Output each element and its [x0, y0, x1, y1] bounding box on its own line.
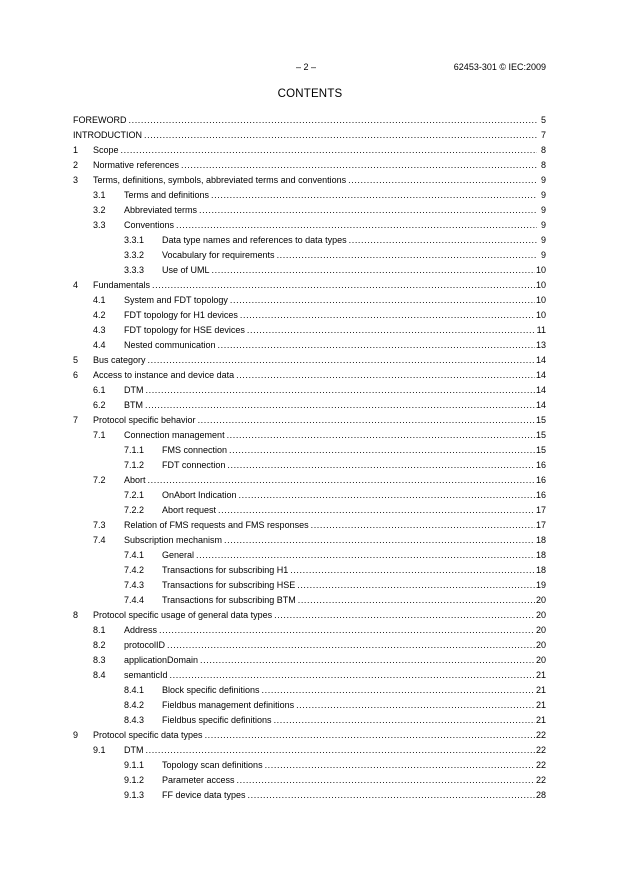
toc-entry[interactable] [73, 593, 546, 608]
toc-entry-page: 14 [535, 370, 546, 380]
toc-entry[interactable] [73, 338, 546, 353]
toc-entry-page: 17 [535, 505, 546, 515]
toc-entry-title: Use of UML [162, 263, 211, 278]
toc-entry-number: 7.4.4 [124, 595, 145, 605]
toc-entry-number: 7.1 [93, 430, 106, 440]
toc-entry-number: 9.1.2 [124, 775, 145, 785]
toc-entry-page: 14 [535, 355, 546, 365]
toc-entry-number: 8.3 [93, 655, 106, 665]
toc-entry[interactable] [73, 158, 546, 173]
toc-entry[interactable] [73, 563, 546, 578]
toc-entry-title: System and FDT topology [124, 293, 229, 308]
toc-entry-title: Subscription mechanism [124, 533, 223, 548]
toc-entry-title: Normative references [93, 158, 180, 173]
toc-entry-number: 4.4 [93, 340, 106, 350]
toc-entry[interactable] [73, 128, 546, 143]
dot-leader [227, 458, 535, 473]
toc-entry-number: 9.1 [93, 745, 106, 755]
toc-entry[interactable] [73, 308, 546, 323]
toc-entry-title: Protocol specific behavior [93, 413, 197, 428]
toc-entry[interactable] [73, 203, 546, 218]
toc-entry-number: 7 [73, 415, 79, 425]
toc-entry-number: 9.1.1 [124, 760, 145, 770]
toc-entry-page: 14 [535, 385, 546, 395]
toc-entry[interactable] [73, 773, 546, 788]
toc-entry-title: DTM [124, 383, 145, 398]
toc-entry[interactable] [73, 218, 546, 233]
toc-entry-title: Block specific definitions [162, 683, 261, 698]
dot-leader [277, 248, 537, 263]
dot-leader [247, 323, 536, 338]
toc-entry-title: Fieldbus management definitions [162, 698, 295, 713]
toc-entry-title: Abort [124, 473, 147, 488]
toc-entry-page: 18 [535, 565, 546, 575]
dot-leader [121, 143, 537, 158]
dot-leader [224, 533, 535, 548]
toc-entry[interactable] [73, 278, 546, 293]
toc-entry[interactable] [73, 698, 546, 713]
toc-entry-page: 28 [535, 790, 546, 800]
toc-entry[interactable] [73, 428, 546, 443]
toc-entry[interactable] [73, 368, 546, 383]
toc-entry-number: 3.3.2 [124, 250, 145, 260]
toc-entry-title: Transactions for subscribing BTM [162, 593, 297, 608]
toc-entry[interactable] [73, 713, 546, 728]
toc-entry-title: Vocabulary for requirements [162, 248, 276, 263]
toc-entry-number: 4.1 [93, 295, 106, 305]
toc-entry-number: 9 [73, 730, 79, 740]
toc-entry-number: 8.2 [93, 640, 106, 650]
dot-leader [176, 218, 537, 233]
toc-entry[interactable] [73, 398, 546, 413]
toc-entry-page: 20 [535, 655, 546, 665]
toc-entry[interactable] [73, 653, 546, 668]
toc-entry[interactable] [73, 173, 546, 188]
toc-entry-title: INTRODUCTION [73, 128, 143, 143]
dot-leader [248, 788, 535, 803]
toc-entry-number: 7.1.2 [124, 460, 145, 470]
toc-entry-title: Protocol specific usage of general data types [93, 608, 273, 623]
toc-entry-number: 7.3 [93, 520, 106, 530]
toc-entry-page: 9 [540, 220, 546, 230]
toc-entry-page: 10 [535, 310, 546, 320]
toc-entry-title: Data type names and references to data types [162, 233, 348, 248]
toc-entry-title: Fundamentals [93, 278, 151, 293]
toc-entry-page: 16 [535, 490, 546, 500]
toc-entry-number: 7.2 [93, 475, 106, 485]
dot-leader [227, 428, 535, 443]
dot-leader [298, 593, 535, 608]
toc-entry-page: 9 [540, 235, 546, 245]
toc-entry-number: 4.2 [93, 310, 106, 320]
toc-entry-title: Abbreviated terms [124, 203, 198, 218]
toc-entry[interactable] [73, 443, 546, 458]
toc-entry-page: 16 [535, 475, 546, 485]
toc-entry[interactable] [73, 518, 546, 533]
toc-entry-title: FDT topology for H1 devices [124, 308, 239, 323]
toc-entry-page: 9 [540, 175, 546, 185]
dot-leader [211, 188, 537, 203]
toc-entry-page: 21 [535, 715, 546, 725]
dot-leader [152, 278, 535, 293]
toc-entry-page: 16 [535, 460, 546, 470]
dot-leader [240, 308, 535, 323]
toc-entry-page: 8 [540, 145, 546, 155]
toc-entry-page: 15 [535, 415, 546, 425]
dot-leader [181, 158, 537, 173]
toc-entry[interactable] [73, 743, 546, 758]
toc-entry[interactable] [73, 248, 546, 263]
toc-entry-number: 6.1 [93, 385, 106, 395]
toc-entry-number: 2 [73, 160, 79, 170]
toc-entry[interactable] [73, 728, 546, 743]
toc-entry-number: 8.4.2 [124, 700, 145, 710]
toc-entry-number: 8.4.1 [124, 685, 145, 695]
toc-entry[interactable] [73, 233, 546, 248]
page-title: CONTENTS [277, 88, 343, 100]
toc-entry-page: 15 [535, 430, 546, 440]
toc-entry-title: Transactions for subscribing H1 [162, 563, 289, 578]
toc-entry-page: 10 [535, 265, 546, 275]
dot-leader [236, 368, 535, 383]
toc-entry[interactable] [73, 758, 546, 773]
toc-entry[interactable] [73, 323, 546, 338]
toc-entry[interactable] [73, 188, 546, 203]
toc-entry-page: 9 [540, 205, 546, 215]
toc-entry-page: 20 [535, 625, 546, 635]
toc-entry-number: 1 [73, 145, 79, 155]
toc-entry[interactable] [73, 263, 546, 278]
toc-entry-page: 10 [535, 295, 546, 305]
toc-entry[interactable] [73, 383, 546, 398]
toc-entry[interactable] [73, 608, 546, 623]
dot-leader [265, 758, 535, 773]
page-number: – 2 – [296, 62, 317, 72]
dot-leader [237, 773, 535, 788]
toc-entry-title: FDT connection [162, 458, 226, 473]
toc-entry-title: General [162, 548, 195, 563]
toc-entry[interactable] [73, 623, 546, 638]
toc-entry[interactable] [73, 458, 546, 473]
dot-leader [297, 578, 535, 593]
dot-leader [148, 353, 535, 368]
toc-entry-title: semanticId [124, 668, 169, 683]
toc-entry[interactable] [73, 533, 546, 548]
toc-entry-page: 19 [535, 580, 546, 590]
toc-entry-title: FOREWORD [73, 113, 128, 128]
dot-leader [230, 293, 535, 308]
dot-leader [296, 698, 535, 713]
toc-entry-page: 13 [535, 340, 546, 350]
toc-entry-title: Connection management [124, 428, 226, 443]
toc-entry[interactable] [73, 503, 546, 518]
toc-entry-title: applicationDomain [124, 653, 199, 668]
toc-entry[interactable] [73, 683, 546, 698]
toc-entry-number: 3.3.3 [124, 265, 145, 275]
toc-entry-number: 8.4 [93, 670, 106, 680]
dot-leader [200, 653, 535, 668]
toc-entry[interactable] [73, 548, 546, 563]
dot-leader [170, 668, 535, 683]
toc-entry-title: Fieldbus specific definitions [162, 713, 273, 728]
toc-entry-title: Bus category [93, 353, 147, 368]
toc-entry-number: 8 [73, 610, 79, 620]
toc-entry-page: 10 [535, 280, 546, 290]
dot-leader [146, 743, 535, 758]
toc-entry[interactable] [73, 788, 546, 803]
toc-entry-number: 3.2 [93, 205, 106, 215]
dot-leader [146, 383, 535, 398]
toc-entry-number: 7.2.1 [124, 490, 145, 500]
toc-entry-page: 20 [535, 610, 546, 620]
table-of-contents [73, 113, 546, 803]
toc-entry-title: Nested communication [124, 338, 217, 353]
toc-entry-number: 4.3 [93, 325, 106, 335]
toc-entry-title: Scope [93, 143, 120, 158]
toc-entry-title: Conventions [124, 218, 175, 233]
toc-entry-number: 3 [73, 175, 79, 185]
toc-entry-title: FDT topology for HSE devices [124, 323, 246, 338]
toc-entry-title: Terms and definitions [124, 188, 210, 203]
toc-entry-page: 21 [535, 685, 546, 695]
toc-entry-number: 8.4.3 [124, 715, 145, 725]
toc-entry-title: FF device data types [162, 788, 247, 803]
dot-leader [144, 128, 537, 143]
toc-entry-number: 3.1 [93, 190, 106, 200]
toc-entry-number: 7.4.2 [124, 565, 145, 575]
toc-entry[interactable] [73, 143, 546, 158]
toc-entry-title: Transactions for subscribing HSE [162, 578, 296, 593]
toc-entry[interactable] [73, 668, 546, 683]
toc-entry-page: 7 [540, 130, 546, 140]
toc-entry-page: 18 [535, 535, 546, 545]
toc-entry-page: 18 [535, 550, 546, 560]
dot-leader [199, 203, 537, 218]
toc-entry-title: Access to instance and device data [93, 368, 235, 383]
toc-entry-page: 5 [540, 115, 546, 125]
toc-entry-page: 21 [535, 670, 546, 680]
toc-entry-title: Protocol specific data types [93, 728, 204, 743]
dot-leader [348, 173, 537, 188]
dot-leader [229, 443, 535, 458]
dot-leader [349, 233, 537, 248]
dot-leader [274, 713, 535, 728]
toc-entry[interactable] [73, 473, 546, 488]
toc-entry-title: Topology scan definitions [162, 758, 264, 773]
dot-leader [129, 113, 538, 128]
dot-leader [205, 728, 535, 743]
dot-leader [212, 263, 535, 278]
dot-leader [274, 608, 535, 623]
dot-leader [239, 488, 535, 503]
toc-entry[interactable] [73, 638, 546, 653]
toc-entry-page: 22 [535, 760, 546, 770]
toc-entry-page: 22 [535, 730, 546, 740]
toc-entry-title: Abort request [162, 503, 217, 518]
toc-entry-number: 7.4 [93, 535, 106, 545]
toc-entry-page: 21 [535, 700, 546, 710]
dot-leader [167, 638, 535, 653]
toc-entry-number: 6 [73, 370, 79, 380]
toc-entry-title: BTM [124, 398, 144, 413]
toc-entry-title: OnAbort Indication [162, 488, 238, 503]
toc-entry-page: 14 [535, 400, 546, 410]
toc-entry-page: 9 [540, 190, 546, 200]
dot-leader [311, 518, 535, 533]
toc-entry-number: 7.4.3 [124, 580, 145, 590]
toc-entry[interactable] [73, 293, 546, 308]
toc-entry[interactable] [73, 113, 546, 128]
toc-entry[interactable] [73, 578, 546, 593]
toc-entry-title: Terms, definitions, symbols, abbreviated terms and conventions [93, 173, 347, 188]
standard-reference: 62453-301 © IEC:2009 [453, 62, 546, 72]
toc-entry-number: 8.1 [93, 625, 106, 635]
toc-entry-page: 22 [535, 745, 546, 755]
toc-entry-title: DTM [124, 743, 145, 758]
toc-entry-title: protocolID [124, 638, 166, 653]
toc-entry-number: 3.3 [93, 220, 106, 230]
dot-leader [218, 503, 535, 518]
toc-entry-page: 11 [536, 325, 546, 335]
toc-entry[interactable] [73, 488, 546, 503]
dot-leader [218, 338, 535, 353]
toc-entry-page: 9 [540, 250, 546, 260]
toc-entry-number: 5 [73, 355, 79, 365]
dot-leader [196, 548, 535, 563]
dot-leader [145, 398, 535, 413]
toc-entry-number: 6.2 [93, 400, 106, 410]
dot-leader [290, 563, 535, 578]
toc-entry-title: FMS connection [162, 443, 228, 458]
toc-entry-title: Parameter access [162, 773, 236, 788]
toc-entry-page: 8 [540, 160, 546, 170]
toc-entry-page: 20 [535, 640, 546, 650]
toc-entry-page: 20 [535, 595, 546, 605]
toc-entry-number: 9.1.3 [124, 790, 145, 800]
toc-entry-title: Relation of FMS requests and FMS responses [124, 518, 310, 533]
toc-entry-title: Address [124, 623, 158, 638]
toc-entry-number: 7.1.1 [124, 445, 145, 455]
toc-entry-page: 15 [535, 445, 546, 455]
toc-entry-number: 7.4.1 [124, 550, 145, 560]
toc-entry-page: 22 [535, 775, 546, 785]
toc-entry-number: 7.2.2 [124, 505, 145, 515]
toc-entry-number: 4 [73, 280, 79, 290]
dot-leader [262, 683, 535, 698]
dot-leader [159, 623, 535, 638]
toc-entry[interactable] [73, 413, 546, 428]
toc-entry[interactable] [73, 353, 546, 368]
toc-entry-number: 3.3.1 [124, 235, 145, 245]
toc-entry-page: 17 [535, 520, 546, 530]
dot-leader [198, 413, 535, 428]
dot-leader [148, 473, 535, 488]
